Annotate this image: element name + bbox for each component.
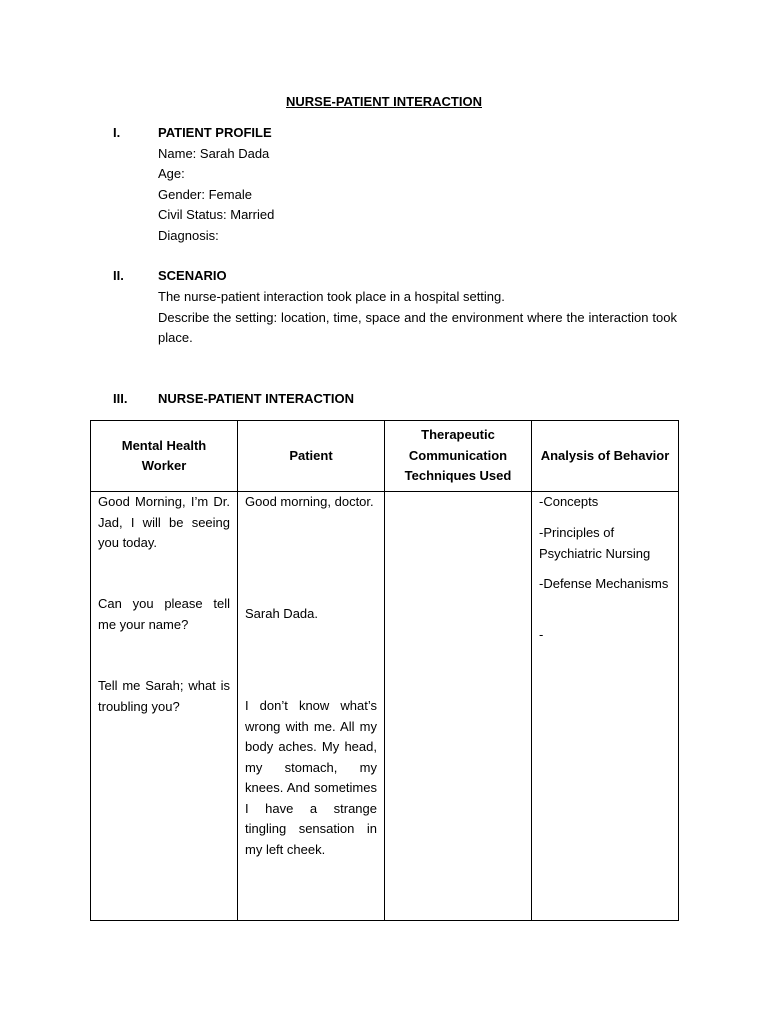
analysis-item-blank: - (539, 627, 544, 642)
header-worker: Mental Health Worker (91, 421, 238, 492)
analysis-item-defense: -Defense Mechanisms (539, 576, 669, 591)
profile-gender: Gender: Female (158, 187, 252, 202)
page-title: NURSE-PATIENT INTERACTION (286, 94, 482, 109)
scenario-text (158, 287, 677, 349)
profile-age: Age: (158, 166, 185, 181)
section-number-scenario: II. (113, 268, 124, 283)
header-techniques: Therapeutic Communication Techniques Used (385, 421, 532, 492)
analysis-item-principles: -Principles of Psychiatric Nursing (539, 525, 651, 561)
interaction-table (90, 420, 679, 921)
patient-cell (238, 492, 385, 921)
header-patient: Patient (238, 421, 385, 492)
techniques-cell (385, 492, 532, 921)
section-heading-interaction: NURSE-PATIENT INTERACTION (158, 391, 354, 406)
profile-civil-status: Civil Status: Married (158, 207, 275, 222)
section-heading-profile: PATIENT PROFILE (158, 125, 272, 140)
scenario-line-1: The nurse-patient interaction took place in a hospital setting. (158, 289, 505, 304)
table-row (91, 492, 679, 921)
profile-name: Name: Sarah Dada (158, 146, 270, 161)
section-number-interaction: III. (113, 391, 128, 406)
patient-line-complaint: I don’t know what’s wrong with me. All my body aches. My head, my stomach, my knees. And sometimes I have a strange tingling sensation in my left cheek. (245, 698, 377, 857)
profile-diagnosis: Diagnosis: (158, 228, 219, 243)
patient-line-greeting: Good morning, doctor. (245, 494, 374, 509)
worker-line-greeting: Good Morning, I’m Dr. Jad, I will be seeing you today. (98, 494, 230, 550)
scenario-line-2: Describe the setting: location, time, space and the environment where the interaction took place. (158, 309, 677, 345)
worker-line-trouble-question: Tell me Sarah; what is troubling you? (98, 678, 230, 714)
worker-line-name-question: Can you please tell me your name? (98, 596, 230, 632)
header-analysis: Analysis of Behavior (532, 421, 679, 492)
analysis-cell (532, 492, 679, 921)
table-header-row (91, 421, 679, 492)
section-number-profile: I. (113, 125, 121, 140)
patient-line-name: Sarah Dada. (245, 606, 318, 621)
worker-cell (91, 492, 238, 921)
section-heading-scenario: SCENARIO (158, 268, 227, 283)
analysis-item-concepts: -Concepts (539, 494, 599, 509)
